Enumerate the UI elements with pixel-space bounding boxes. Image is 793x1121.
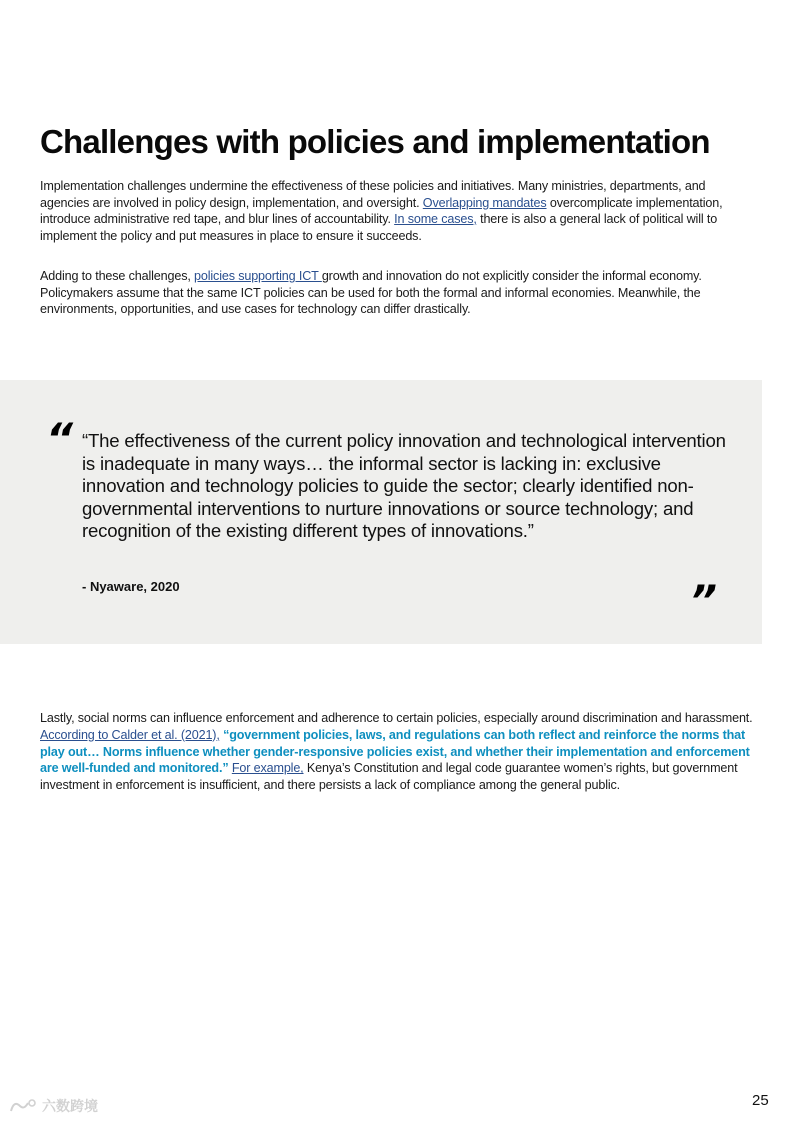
paragraph-text: Lastly, social norms can influence enforcement and adherence to certain policies, especially around discrimination and harassment.	[40, 711, 753, 725]
link-policies-supporting-ict[interactable]: policies supporting ICT	[194, 269, 322, 283]
paragraph-text: Adding to these challenges,	[40, 269, 195, 283]
watermark	[8, 1096, 98, 1116]
page-number: 25	[752, 1092, 769, 1109]
paragraph-implementation-challenges	[40, 178, 753, 244]
link-calder-et-al[interactable]: According to Calder et al. (2021),	[40, 727, 220, 742]
page-title: Challenges with policies and implementation	[40, 123, 710, 160]
paragraph-text: overcomplicate implementation, introduce administrative red tape, and blur lines of accountability.	[40, 195, 723, 226]
open-quote-icon: “	[46, 414, 71, 463]
paragraph-text: growth and innovation do not explicitly consider the informal economy. Policymakers assume that the same ICT policies can be used for both the formal and informal economies. Meanwhile, the environments, opportunities, and use cases for technology can differ drastically.	[40, 269, 702, 316]
quote-author: - Nyaware, 2020	[82, 579, 180, 594]
paragraph-text: Kenya’s Constitution and legal code guarantee women’s rights, but government investment in enforcement is insufficient, and there persists a lack of compliance among the general public.	[40, 761, 738, 793]
watermark-text: 六数跨境	[42, 1099, 98, 1115]
highlighted-citation: “government policies, laws, and regulations can both reflect and reinforce the norms that play out… Norms influence whether gender-responsive policies exist, and whether their implementation and enforcement are well-funded and monitored.”	[40, 727, 750, 776]
link-for-example[interactable]: For example,	[231, 761, 304, 776]
watermark-logo-icon	[8, 1097, 38, 1115]
paragraph-text: there is also a general lack of political will to implement the policy and put measures in place to ensure it succeeds.	[40, 212, 718, 243]
quote-text: “The effectiveness of the current policy innovation and technological intervention is inadequate in many ways… the informal sector is lacking in: exclusive innovation and technology policies to guide the sector; clearly identified non-governmental interventions to nurture innovations or source technology; and recognition of the existing different types of innovations.”	[82, 430, 726, 541]
pull-quote	[0, 380, 762, 644]
paragraph-text: Implementation challenges undermine the effectiveness of these policies and initiatives. Many ministries, departments, and agencies are involved in policy design, implementation, and oversight.	[40, 179, 706, 210]
paragraph-ict-policies	[40, 268, 753, 318]
link-overlapping-mandates[interactable]: Overlapping mandates	[422, 195, 547, 210]
paragraph-social-norms	[40, 710, 753, 794]
link-in-some-cases[interactable]: In some cases,	[394, 212, 477, 226]
close-quote-icon: ”	[690, 576, 715, 625]
